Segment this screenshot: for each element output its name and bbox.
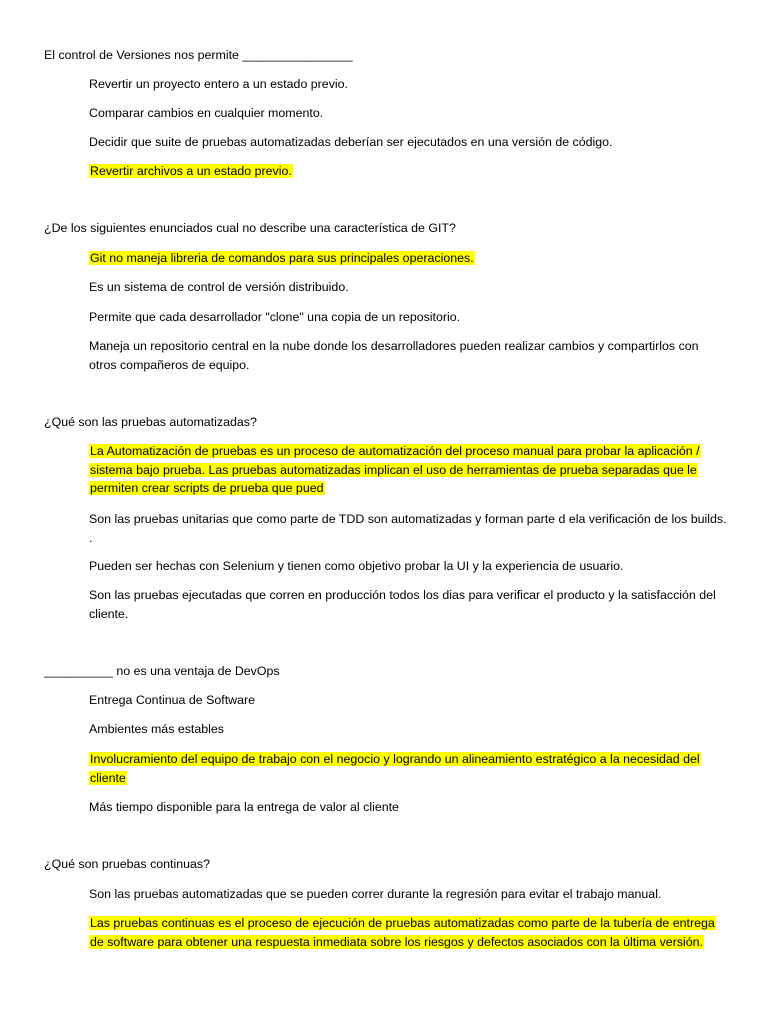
answer-text: Pueden ser hechas con Selenium y tienen como objetivo probar la UI y la experiencia de usuario. bbox=[89, 559, 624, 573]
answer-text: Maneja un repositorio central en la nube donde los desarrolladores pueden realizar cambios y compartirlos con otros compañeros de equipo. bbox=[89, 339, 699, 372]
answer-text: Comparar cambios en cualquier momento. bbox=[89, 106, 324, 120]
answer-4-1 bbox=[89, 691, 729, 710]
answer-3-3 bbox=[89, 557, 729, 576]
answer-text: Son las pruebas ejecutadas que corren en producción todos los dias para verificar el producto y la satisfacción del cliente. bbox=[89, 588, 716, 621]
answer-1-2 bbox=[89, 104, 729, 123]
answer-2-1 bbox=[89, 249, 729, 268]
answer-text: Ambientes más estables bbox=[89, 722, 224, 736]
answer-text: Son las pruebas automatizadas que se pueden correr durante la regresión para evitar el trabajo manual. bbox=[89, 887, 662, 901]
question-4: __________ no es una ventaja de DevOps bbox=[44, 664, 280, 678]
answer-text: Son las pruebas unitarias que como parte de TDD son automatizadas y forman parte d ela verificación de los builds. . bbox=[89, 512, 727, 545]
question-2: ¿De los siguientes enunciados cual no describe una característica de GIT? bbox=[44, 221, 456, 235]
answer-2-4 bbox=[89, 337, 729, 374]
answer-2-2 bbox=[89, 278, 729, 297]
answer-text: Revertir un proyecto entero a un estado previo. bbox=[89, 77, 348, 91]
answer-text: Entrega Continua de Software bbox=[89, 693, 256, 707]
answer-text-highlighted: Involucramiento del equipo de trabajo con el negocio y logrando un alineamiento estratégico a la necesidad del cliente bbox=[90, 752, 700, 785]
answer-text: Más tiempo disponible para la entrega de valor al cliente bbox=[89, 800, 399, 814]
answer-text-highlighted: Las pruebas continuas es el proceso de ejecución de pruebas automatizadas como parte de la tubería de entrega de software para obtener una respuesta inmediata sobre los riesgos y defectos asociados con la última versión. bbox=[90, 916, 715, 949]
answer-4-4 bbox=[89, 798, 729, 817]
answer-3-4 bbox=[89, 586, 729, 623]
answer-text: Es un sistema de control de versión distribuido. bbox=[89, 280, 349, 294]
answer-text: Decidir que suite de pruebas automatizadas deberían ser ejecutados en una versión de código. bbox=[89, 135, 613, 149]
question-1: El control de Versiones nos permite ________________ bbox=[44, 48, 353, 62]
answer-text-highlighted: Revertir archivos a un estado previo. bbox=[90, 164, 292, 178]
answer-4-3 bbox=[89, 750, 729, 787]
answer-1-4 bbox=[89, 162, 729, 181]
answer-3-2 bbox=[89, 510, 729, 547]
answer-1-3 bbox=[89, 133, 729, 152]
answer-2-3 bbox=[89, 308, 729, 327]
answer-text: Permite que cada desarrollador "clone" una copia de un repositorio. bbox=[89, 310, 461, 324]
answer-5-2 bbox=[89, 914, 729, 951]
answer-3-1 bbox=[89, 442, 729, 498]
answer-text-highlighted: La Automatización de pruebas es un proceso de automatización del proceso manual para probar la aplicación / sistema bajo prueba. Las pruebas automatizadas implican el uso de herramientas de prueba separadas que le permiten crear scripts de prueba que pued bbox=[90, 444, 700, 495]
answer-text-highlighted: Git no maneja libreria de comandos para sus principales operaciones. bbox=[90, 251, 474, 265]
question-5: ¿Qué son pruebas continuas? bbox=[44, 857, 211, 871]
answer-4-2 bbox=[89, 720, 729, 739]
answer-1-1 bbox=[89, 75, 729, 94]
answer-5-1 bbox=[89, 885, 729, 904]
question-3: ¿Qué son las pruebas automatizadas? bbox=[44, 415, 257, 429]
